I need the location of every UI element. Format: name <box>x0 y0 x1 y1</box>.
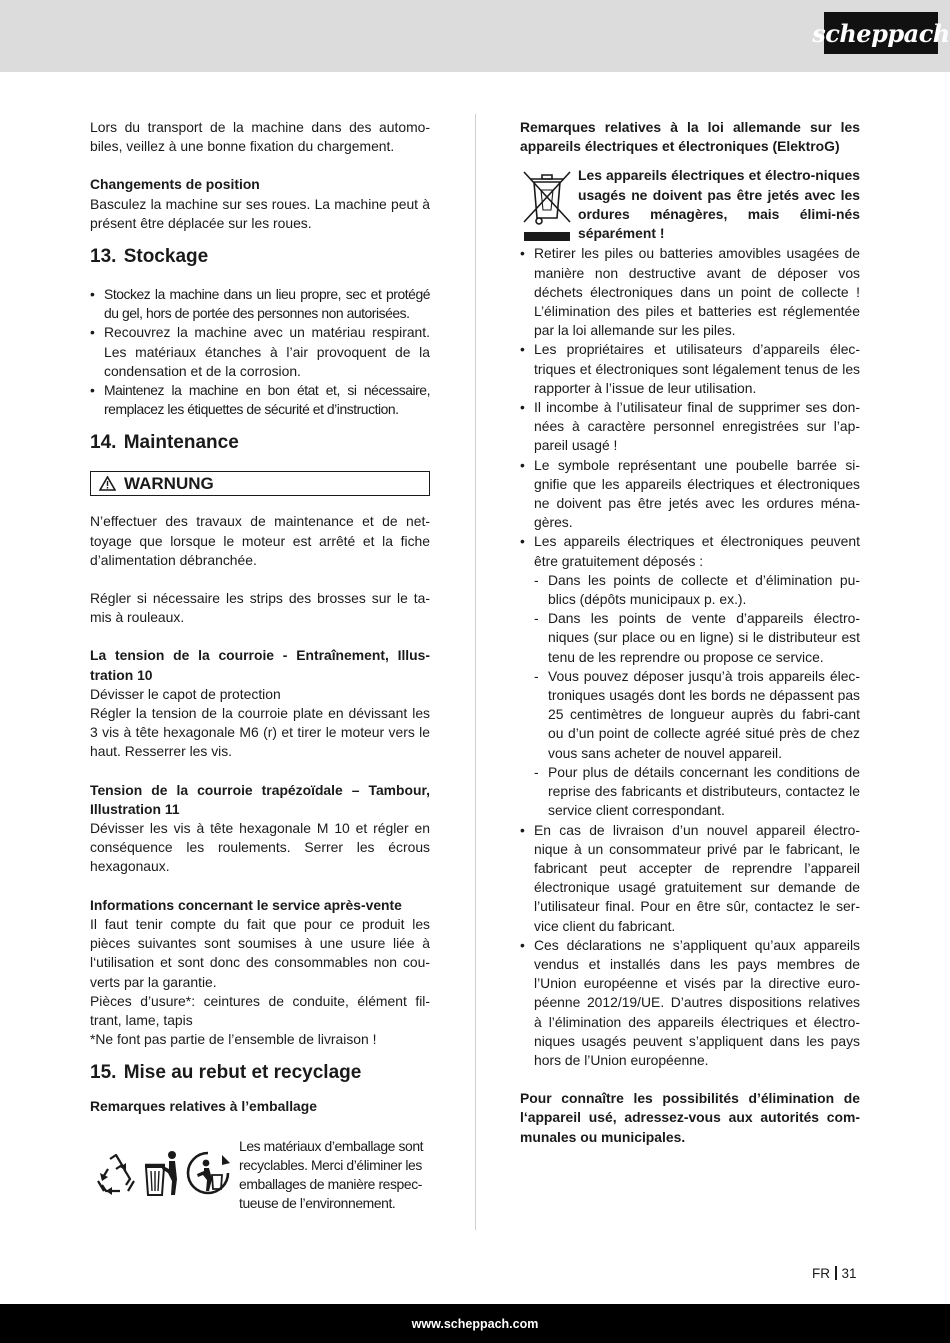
belt-drive-heading: La tension de la courroie - Entraînement, Illus-tration 10 <box>90 647 430 683</box>
weee-notice-block <box>520 166 860 244</box>
warning-box <box>90 471 430 496</box>
section-14-heading: 14. Maintenance <box>90 432 239 454</box>
list-item: • Stockez la machine dans un lieu propre, sec et protégé du gel, hors de portée des personnes non autorisées. <box>90 285 430 323</box>
header-bar <box>0 0 950 72</box>
warning-triangle-icon <box>99 476 116 491</box>
weee-block <box>520 166 578 244</box>
list-item: • Il incombe à l’utilisateur final de supprimer ses don-nées à caractère personnel enregistrées sur l’ap-pareil usagé ! <box>520 398 860 456</box>
elektrog-list <box>520 244 860 1070</box>
sub-list-item: - Dans les points de vente d’appareils électro-niques (sur place ou en ligne) si le distributeur est tenu de les reprendre ou propose ce service. <box>534 609 860 667</box>
sub-list-item: - Pour plus de détails concernant les conditions de reprise des fabricants et distributeurs, contactez le service client correspondant. <box>534 763 860 821</box>
v-belt-heading: Tension de la courroie trapézoïdale – Tambour, Illustration 11 <box>90 781 430 817</box>
brand-logo: scheppach <box>824 12 938 54</box>
service-paragraph-2: Pièces d’usure*: ceintures de conduite, élément fil-trant, lame, tapis <box>90 992 430 1028</box>
service-paragraph-3: *Ne font pas partie de l’ensemble de livraison ! <box>90 1031 377 1048</box>
warning-label: WARNUNG <box>124 474 214 494</box>
footer-bar <box>0 1304 950 1343</box>
elektrog-heading: Remarques relatives à la loi allemande sur les appareils électriques et électroniques (ElektroG) <box>520 119 860 155</box>
column-divider <box>475 114 476 1230</box>
eco-disposal-icon <box>184 1149 232 1197</box>
recycle-icon <box>92 1151 140 1199</box>
weee-notice: Les appareils électriques et électro-niques usagés ne doivent pas être jetés avec les ordures ménagères, mais élimi-nés séparément ! <box>578 167 860 242</box>
list-item: • Les appareils électriques et électroniques peuvent être gratuitement déposés : - Dans les points de collecte et d’élimination pu-blics (dépôts municipaux p. ex.). - Dans les points de vente d’appareils électro-niques (sur place ou en ligne) si le distributeur est tenu de les reprendre ou propose ce service. - Vous pouvez déposer jusqu’à trois appareils élec-troniques usagés dont les bords ne dépassent pas 25 centimètres de longueur auprès du fabri-cant ou d’un point de collecte agréé situé près de chez vous sans acheter de nouvel appareil. - Pour plus de détails concernant les conditions de reprise des fabricants et distributeurs, contactez le service client correspondant. <box>520 532 860 820</box>
sub-list-item: - Dans les points de collecte et d’élimination pu-blics (dépôts municipaux p. ex.). <box>534 571 860 609</box>
right-column <box>520 118 860 1147</box>
storage-list <box>90 285 430 419</box>
transport-paragraph: Lors du transport de la machine dans des automo-biles, veillez à une bonne fixation du chargement. <box>90 119 430 155</box>
packaging-block <box>90 1137 430 1217</box>
footer-url: www.scheppach.com <box>411 1316 539 1331</box>
belt-drive-line-2: Régler la tension de la courroie plate en dévissant les 3 vis à tête hexagonale M6 (r) et tirer le moteur vers le haut. Resserrer les vis. <box>90 705 430 760</box>
list-item: • En cas de livraison d’un nouvel appareil électro-nique à un consommateur privé par le fabricant, le fabricant peut accepter de reprendre l’appareil électronique usagé gratuitement sur demande de l’utilisateur final. Pour en être sûr, contactez le ser-vice client du fabricant. <box>520 821 860 936</box>
maintenance-paragraph-1: N’effectuer des travaux de maintenance et de net-toyage que lorsque le moteur est arrêté et la fiche d’alimentation débranchée. <box>90 513 430 568</box>
list-item: • Recouvrez la machine avec un matériau respirant. Les matériaux étanches à l’air provoquent de la condensation et de la corrosion. <box>90 323 430 381</box>
list-item: • Le symbole représentant une poubelle barrée si-gnifie que les appareils électriques et électroniques ne doivent pas être jetés avec les ordures ména-gères. <box>520 456 860 533</box>
position-heading: Changements de position <box>90 176 260 193</box>
packaging-text: Les matériaux d’emballage sont recyclables. Merci d’éliminer les emballages de manière respec-tueuse de l’environnement. <box>239 1137 424 1212</box>
service-heading: Informations concernant le service après-vente <box>90 896 402 913</box>
packaging-heading: Remarques relatives à l’emballage <box>90 1098 317 1115</box>
list-item: • Maintenez la machine en bon état et, si nécessaire, remplacez les étiquettes de sécurité et d’instruction. <box>90 381 430 419</box>
packaging-icons <box>90 1137 239 1217</box>
page-number: FR 31 <box>812 1266 857 1281</box>
left-column <box>90 118 430 1217</box>
service-paragraph-1: Il faut tenir compte du fait que pour ce produit les pièces suivantes sont soumises à une usure liée à l‘utilisation et sont donc des consommables non cou-verts par la garantie. <box>90 915 430 990</box>
drop-off-sublist <box>534 571 860 821</box>
closing-paragraph: Pour connaître les possibilités d’élimination de l‘appareil usé, adressez-vous aux autorités com-munales ou municipales. <box>520 1090 860 1145</box>
sub-list-item: - Vous pouvez déposer jusqu’à trois appareils élec-troniques usagés dont les bords ne dépassent pas 25 centimètres de longueur auprès du fabri-cant ou d’un point de collecte agréé situé près de chez vous sans acheter de nouvel appareil. <box>534 667 860 763</box>
bin-person-icon <box>142 1149 182 1197</box>
belt-drive-line-1: Dévisser le capot de protection <box>90 685 281 702</box>
list-item: • Les propriétaires et utilisateurs d’appareils élec-triques et électroniques sont légalement tenus de les rapporter à l’issue de leur utilisation. <box>520 340 860 398</box>
list-item: • Ces déclarations ne s’appliquent qu’aux appareils vendus et installés dans les pays membres de l’Union européenne et visés par la directive euro-péenne 2012/19/UE. D’autres dispositions relatives à l’élimination des appareils électriques et électro-niques usagés peuvent s’appliquent dans les pays hors de l’Union européenne. <box>520 936 860 1070</box>
section-13-heading: 13. Stockage <box>90 246 209 268</box>
v-belt-paragraph: Dévisser les vis à tête hexagonale M 10 et régler en conséquence les roulements. Serrer les écrous hexagonaux. <box>90 820 430 875</box>
list-item: • Retirer les piles ou batteries amovibles usagées de manière non destructive avant de déposer vos déchets électroniques dans un point de collecte ! L’élimination des piles et batteries est réglementée par la loi allemande sur les piles. <box>520 244 860 340</box>
maintenance-paragraph-2: Régler si nécessaire les strips des brosses sur le ta-mis à rouleaux. <box>90 590 430 626</box>
position-paragraph: Basculez la machine sur ses roues. La machine peut à présent être déplacée sur les roues. <box>90 195 430 231</box>
crossed-bin-icon <box>520 166 574 242</box>
section-15-heading: 15. Mise au rebut et recyclage <box>90 1062 362 1084</box>
